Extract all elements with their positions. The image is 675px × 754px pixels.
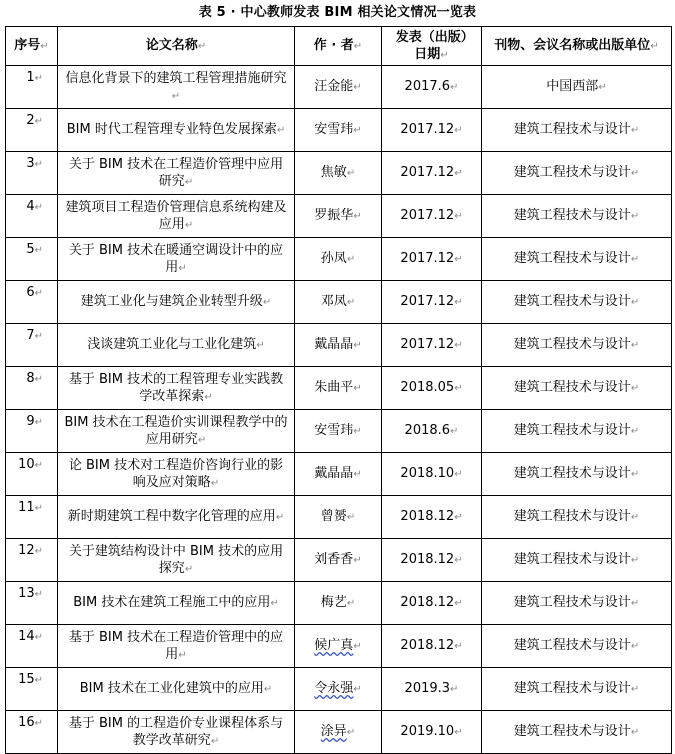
row-title-cell: BIM 技术在工程造价实训课程教学中的应用研究↵ [58, 410, 295, 453]
row-author-cell: 戴晶晶↵ [295, 324, 382, 367]
header-num: 序号↵ [6, 27, 58, 66]
row-num-cell: 11↵ [6, 496, 58, 539]
row-pub-cell: 建筑工程技术与设计↵ [482, 496, 672, 539]
row-num-cell: 12↵ [6, 539, 58, 582]
row-author-cell: 孙凤↵ [295, 238, 382, 281]
row-date-cell: 2018.12↵ [382, 582, 482, 625]
row-num-cell: 7↵ [6, 324, 58, 367]
table-row [6, 195, 672, 238]
row-date-cell: 2018.6↵ [382, 410, 482, 453]
row-title-cell: 论 BIM 技术对工程造价咨询行业的影响及应对策略↵ [58, 453, 295, 496]
row-date-cell: 2018.05↵ [382, 367, 482, 410]
row-date-cell: 2017.12↵ [382, 109, 482, 152]
row-num-cell: 6↵ [6, 281, 58, 324]
row-num-cell: 4↵ [6, 195, 58, 238]
header-pub: 刊物、会议名称或出版单位↵ [482, 27, 672, 66]
row-num-cell: 9↵ [6, 410, 58, 453]
row-pub-cell: 中国西部↵ [482, 66, 672, 109]
row-title-cell: 浅谈建筑工业化与工业化建筑↵ [58, 324, 295, 367]
table-row [6, 109, 672, 152]
row-num-cell: 5↵ [6, 238, 58, 281]
table-row [6, 496, 672, 539]
table-row [6, 625, 672, 668]
row-author-cell: 刘香香↵ [295, 539, 382, 582]
row-title-cell: 关于 BIM 技术在工程造价管理中应用研究↵ [58, 152, 295, 195]
table-row [6, 668, 672, 711]
row-title-cell: 新时期建筑工程中数字化管理的应用↵ [58, 496, 295, 539]
row-author-cell: 候广真↵ [295, 625, 382, 668]
row-date-cell: 2018.12↵ [382, 539, 482, 582]
row-pub-cell: 建筑工程技术与设计↵ [482, 711, 672, 754]
row-num-cell: 2↵ [6, 109, 58, 152]
row-author-cell: 罗振华↵ [295, 195, 382, 238]
row-title-cell: 信息化背景下的建筑工程管理措施研究↵ [58, 66, 295, 109]
row-author-cell: 曾赟↵ [295, 496, 382, 539]
row-num-cell: 10↵ [6, 453, 58, 496]
row-date-cell: 2017.12↵ [382, 324, 482, 367]
row-num-cell: 1↵ [6, 66, 58, 109]
row-pub-cell: 建筑工程技术与设计↵ [482, 453, 672, 496]
row-date-cell: 2019.3↵ [382, 668, 482, 711]
row-title-cell: 基于 BIM 技术在工程造价管理中的应用↵ [58, 625, 295, 668]
row-pub-cell: 建筑工程技术与设计↵ [482, 281, 672, 324]
row-num-cell: 3↵ [6, 152, 58, 195]
row-title-cell: 基于 BIM 技术的工程管理专业实践教学改革探索↵ [58, 367, 295, 410]
row-pub-cell: 建筑工程技术与设计↵ [482, 668, 672, 711]
row-date-cell: 2017.12↵ [382, 152, 482, 195]
row-num-cell: 13↵ [6, 582, 58, 625]
row-author-cell: 令永强↵ [295, 668, 382, 711]
table-row [6, 238, 672, 281]
table-row [6, 539, 672, 582]
row-author-cell: 朱曲平↵ [295, 367, 382, 410]
row-title-cell: 关于 BIM 技术在暖通空调设计中的应用↵ [58, 238, 295, 281]
row-date-cell: 2017.6↵ [382, 66, 482, 109]
row-pub-cell: 建筑工程技术与设计↵ [482, 539, 672, 582]
row-pub-cell: 建筑工程技术与设计↵ [482, 324, 672, 367]
row-date-cell: 2018.12↵ [382, 496, 482, 539]
papers-table [5, 26, 672, 754]
table-row [6, 410, 672, 453]
row-pub-cell: 建筑工程技术与设计↵ [482, 582, 672, 625]
row-date-cell: 2017.12↵ [382, 281, 482, 324]
table-caption: 表 5 · 中心教师发表 BIM 相关论文情况一览表 [198, 5, 477, 20]
row-date-cell: 2018.10↵ [382, 453, 482, 496]
table-row [6, 152, 672, 195]
table-row [6, 324, 672, 367]
header-author: 作 · 者↵ [295, 27, 382, 66]
row-pub-cell: 建筑工程技术与设计↵ [482, 410, 672, 453]
row-author-cell: 安雪玮↵ [295, 410, 382, 453]
row-title-cell: 建筑项目工程造价管理信息系统构建及应用↵ [58, 195, 295, 238]
row-pub-cell: 建筑工程技术与设计↵ [482, 238, 672, 281]
row-num-cell: 8↵ [6, 367, 58, 410]
row-author-cell: 焦敏↵ [295, 152, 382, 195]
header-title: 论文名称↵ [58, 27, 295, 66]
row-num-cell: 15↵ [6, 668, 58, 711]
table-row [6, 367, 672, 410]
row-author-cell: 梅艺↵ [295, 582, 382, 625]
row-date-cell: 2017.12↵ [382, 238, 482, 281]
row-author-cell: 安雪玮↵ [295, 109, 382, 152]
row-title-cell: BIM 时代工程管理专业特色发展探索↵ [58, 109, 295, 152]
row-date-cell: 2017.12↵ [382, 195, 482, 238]
row-title-cell: 基于 BIM 的工程造价专业课程体系与教学改革研究↵ [58, 711, 295, 754]
row-title-cell: 关于建筑结构设计中 BIM 技术的应用探究↵ [58, 539, 295, 582]
table-row [6, 453, 672, 496]
row-author-cell: 邓凤↵ [295, 281, 382, 324]
row-title-cell: BIM 技术在建筑工程施工中的应用↵ [58, 582, 295, 625]
row-pub-cell: 建筑工程技术与设计↵ [482, 195, 672, 238]
table-row [6, 582, 672, 625]
row-num-cell: 14↵ [6, 625, 58, 668]
row-author-cell: 戴晶晶↵ [295, 453, 382, 496]
header-date: 发表（出版）日期↵ [382, 27, 482, 66]
row-date-cell: 2019.10↵ [382, 711, 482, 754]
table-row [6, 281, 672, 324]
row-title-cell: BIM 技术在工业化建筑中的应用↵ [58, 668, 295, 711]
table-header-row [6, 27, 672, 66]
row-pub-cell: 建筑工程技术与设计↵ [482, 367, 672, 410]
table-row [6, 66, 672, 109]
row-pub-cell: 建筑工程技术与设计↵ [482, 109, 672, 152]
row-author-cell: 汪金能↵ [295, 66, 382, 109]
row-date-cell: 2018.12↵ [382, 625, 482, 668]
row-title-cell: 建筑工业化与建筑企业转型升级↵ [58, 281, 295, 324]
row-pub-cell: 建筑工程技术与设计↵ [482, 625, 672, 668]
row-author-cell: 涂异↵ [295, 711, 382, 754]
row-pub-cell: 建筑工程技术与设计↵ [482, 152, 672, 195]
row-num-cell: 16↵ [6, 711, 58, 754]
